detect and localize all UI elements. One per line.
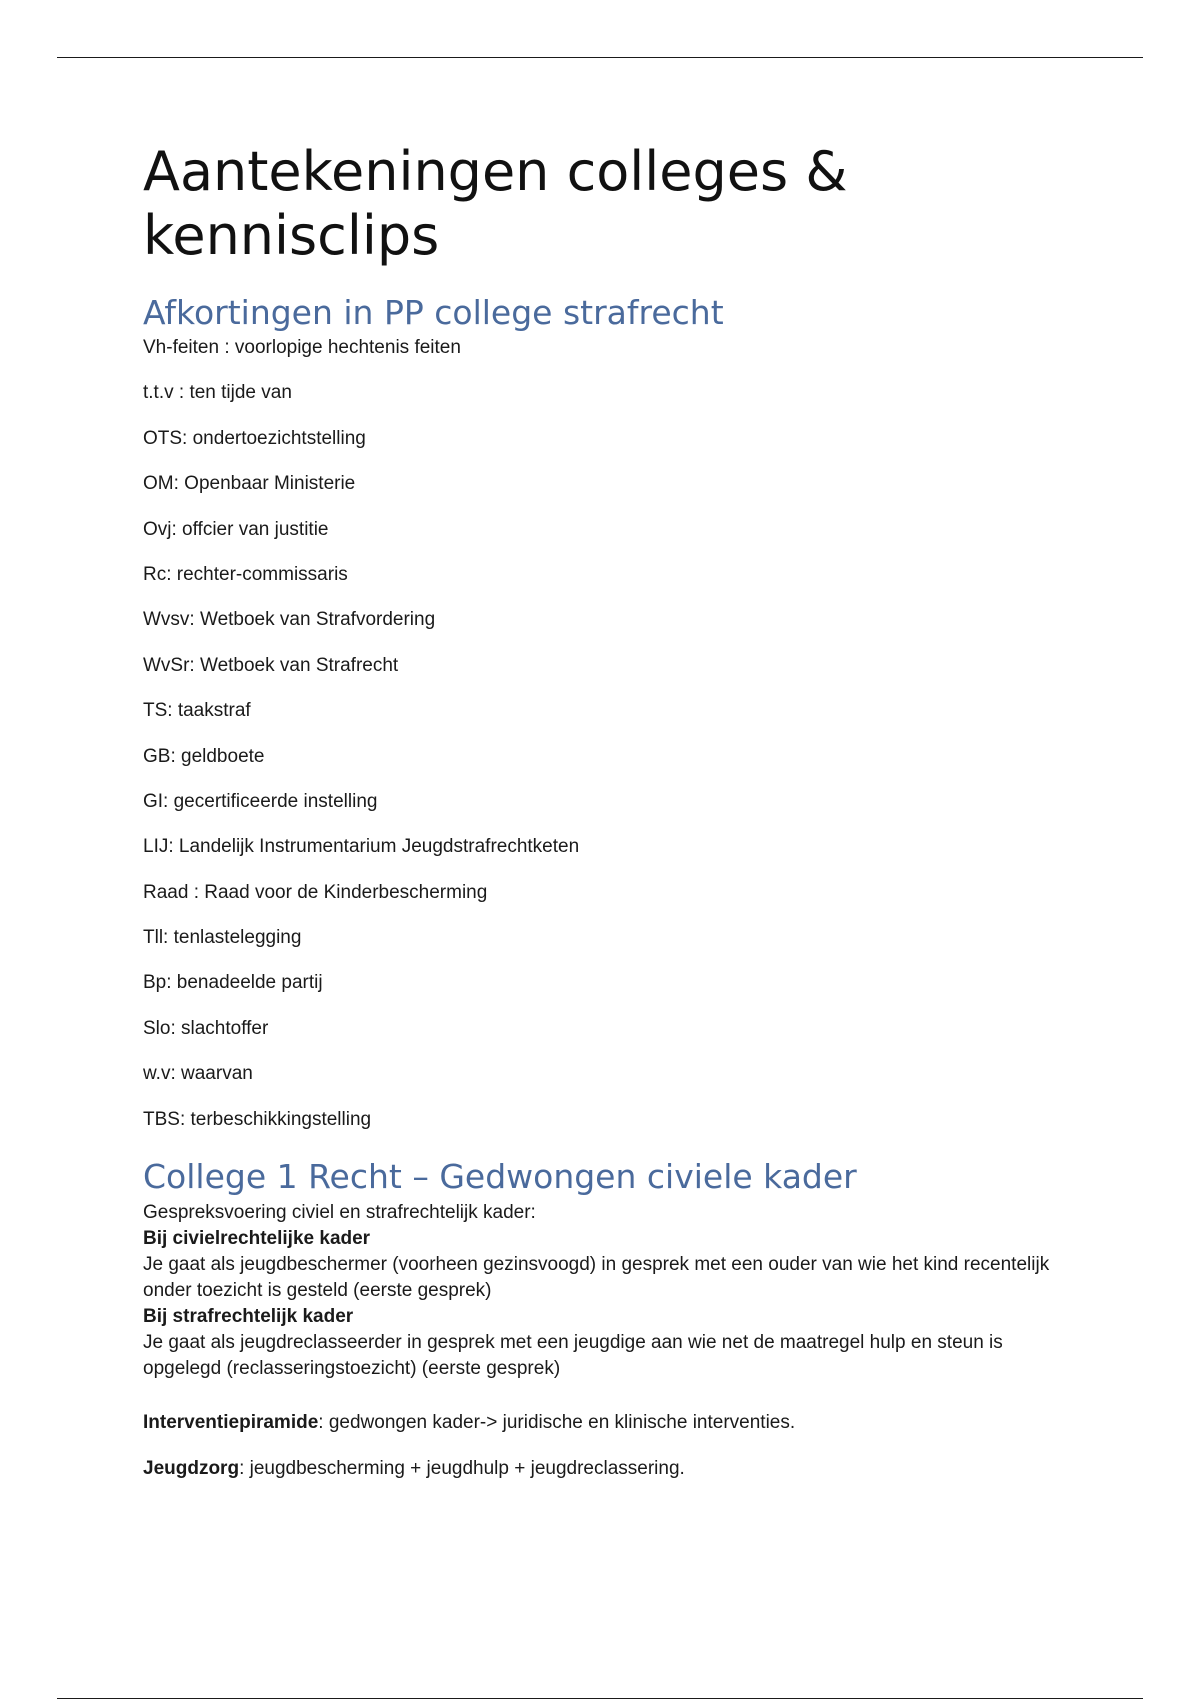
section-title-abbreviations: Afkortingen in PP college strafrecht bbox=[143, 293, 724, 332]
list-item: TS: taakstraf bbox=[143, 700, 251, 722]
pyramid-text: : gedwongen kader-> juridische en klinische interventies. bbox=[318, 1411, 796, 1433]
list-item: OM: Openbaar Ministerie bbox=[143, 473, 356, 495]
spacer bbox=[143, 1382, 1063, 1410]
list-item: GI: gecertificeerde instelling bbox=[143, 790, 378, 812]
civil-text: Je gaat als jeugdbeschermer (voorheen gezinsvoogd) in gesprek met een ouder van wie het kind recentelijk onder toezicht is gesteld (eerste gesprek) bbox=[143, 1253, 1050, 1301]
list-item: Ovj: offcier van justitie bbox=[143, 518, 329, 540]
pyramid-paragraph bbox=[143, 1410, 1063, 1436]
document-title: Aantekeningen colleges & kennisclips bbox=[143, 140, 848, 267]
list-item: OTS: ondertoezichtstelling bbox=[143, 427, 366, 449]
list-item: Tll: tenlastelegging bbox=[143, 927, 302, 949]
document-body bbox=[143, 140, 1063, 1482]
criminal-text: Je gaat als jeugdreclasseerder in gesprek met een jeugdige aan wie net de maatregel hulp en steun is opgelegd (reclasseringstoezicht) (eerste gesprek) bbox=[143, 1331, 1003, 1379]
list-item: LIJ: Landelijk Instrumentarium Jeugdstrafrechtketen bbox=[143, 836, 580, 858]
list-item: w.v: waarvan bbox=[143, 1063, 253, 1085]
list-item: WvSr: Wetboek van Strafrecht bbox=[143, 654, 399, 676]
list-item: Bp: benadeelde partij bbox=[143, 972, 323, 994]
list-item: Rc: rechter-commissaris bbox=[143, 563, 348, 585]
youthcare-paragraph bbox=[143, 1456, 1063, 1482]
top-rule bbox=[57, 57, 1143, 58]
pyramid-term: Interventiepiramide bbox=[143, 1411, 319, 1433]
list-item: t.t.v : ten tijde van bbox=[143, 382, 292, 404]
intro-text: Gespreksvoering civiel en strafrechtelijk kader: bbox=[143, 1201, 536, 1223]
civil-heading: Bij civielrechtelijke kader bbox=[143, 1227, 371, 1249]
criminal-heading: Bij strafrechtelijk kader bbox=[143, 1305, 354, 1327]
list-item: GB: geldboete bbox=[143, 745, 265, 767]
list-item: TBS: terbeschikkingstelling bbox=[143, 1108, 372, 1130]
list-item: Slo: slachtoffer bbox=[143, 1017, 269, 1039]
list-item: Wvsv: Wetboek van Strafvordering bbox=[143, 609, 436, 631]
youthcare-term: Jeugdzorg bbox=[143, 1457, 240, 1479]
section-title-college-1: College 1 Recht – Gedwongen civiele kader bbox=[143, 1156, 857, 1196]
list-item: Raad : Raad voor de Kinderbescherming bbox=[143, 881, 488, 903]
list-item: Vh-feiten : voorlopige hechtenis feiten bbox=[143, 337, 461, 358]
abbreviation-list bbox=[143, 336, 1063, 1132]
spacer bbox=[143, 1436, 1063, 1456]
bottom-rule bbox=[57, 1698, 1143, 1699]
youthcare-text: : jeugdbescherming + jeugdhulp + jeugdreclassering. bbox=[239, 1457, 685, 1479]
